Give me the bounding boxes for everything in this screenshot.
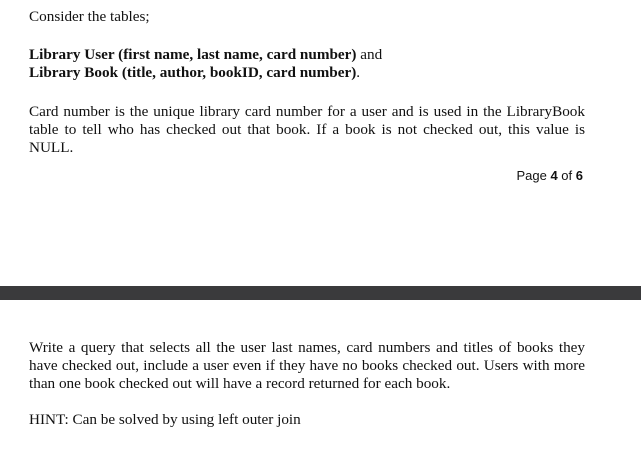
library-user-suffix: and: [356, 46, 383, 63]
library-book-table: Library Book (title, author, bookID, card number): [29, 64, 357, 81]
page-number: [516, 168, 583, 184]
hint-text: HINT: Can be solved by using left outer join: [29, 411, 301, 428]
page-number-prefix: Page: [516, 168, 551, 183]
table-definitions: [29, 46, 585, 82]
page-number-middle: of: [557, 168, 576, 183]
description-paragraph: Card number is the unique library card number for a user and is used in the LibraryBook table to tell who has checked out that book. If a book is not checked out, this value is NULL.: [29, 103, 585, 156]
library-user-table: Library User (first name, last name, card number): [29, 46, 357, 63]
intro-text: Consider the tables;: [29, 8, 150, 25]
page-number-current: 4: [550, 168, 558, 183]
page-number-total: 6: [575, 168, 583, 183]
page-separator: [0, 286, 641, 300]
question-paragraph: Write a query that selects all the user last names, card numbers and titles of books they have checked out, include a user even if they have no books checked out. Users with more than one book checked out will have a record returned for each book.: [29, 339, 585, 392]
library-book-suffix: .: [356, 64, 361, 81]
